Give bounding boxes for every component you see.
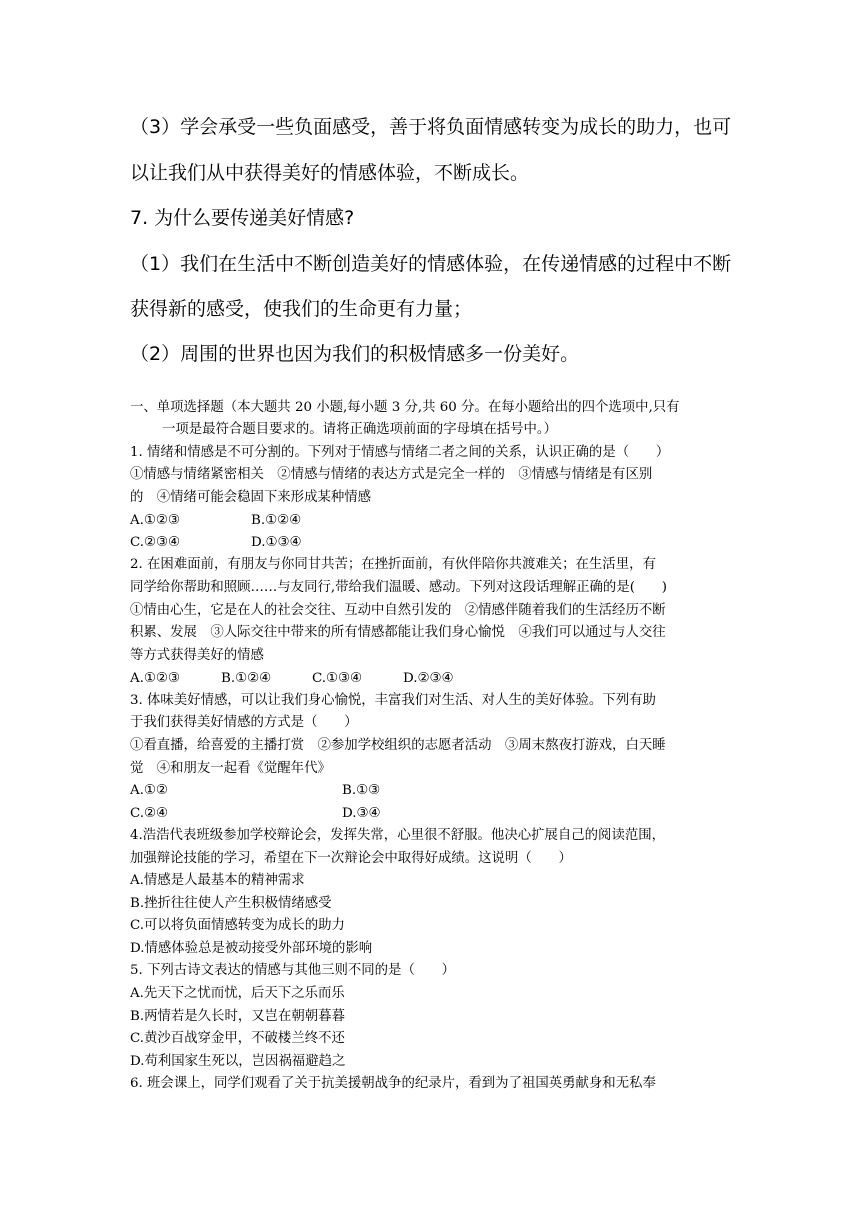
q1-option-a: A.①②③ [130, 513, 180, 528]
q5-stem: 5. 下列古诗文表达的情感与其他三则不同的是（ ） [130, 963, 456, 978]
q2-stem-line2: 同学给你帮助和照顾……与友同行,带给我们温暖、感动。下列对这段话理解正确的是( ) [130, 580, 667, 595]
summary-p3-line2: 以让我们从中获得美好的情感体验，不断成长。 [130, 162, 530, 184]
q2-option-c: C.①③④ [312, 671, 363, 686]
section-header-line2: 一项是最符合题目要求的。请将正确选项前面的字母填在括号中。） [162, 422, 558, 437]
q2-option-a: A.①②③ [130, 671, 180, 686]
q6-stem-line1: 6. 班会课上，同学们观看了关于抗美援朝战争的纪录片，看到为了祖国英勇献身和无私奉 [130, 1076, 656, 1091]
q1-option-d: D.①③④ [251, 535, 302, 550]
q2-option-b: B.①②④ [221, 671, 272, 686]
q2-option-d: D.②③④ [403, 671, 454, 686]
q2-items-line3: 等方式获得美好的情感 [130, 648, 264, 663]
q4-option-d: D.情感体验总是被动接受外部环境的影响 [130, 941, 373, 956]
q3-option-d: D.③④ [342, 806, 381, 821]
summary-q7-answer1-line2: 获得新的感受，使我们的生命更有力量； [130, 298, 473, 320]
q2-items-line1: ①情由心生，它是在人的社会交往、互动中自然引发的 ②情感伴随着我们的生活经历不断 [130, 603, 666, 618]
summary-q7-title: 7. 为什么要传递美好情感? [130, 207, 355, 229]
q4-stem-line2: 加强辩论技能的学习，希望在下一次辩论会中取得好成绩。这说明（ ） [130, 851, 572, 866]
q3-option-a: A.①② [130, 783, 168, 798]
q5-option-b: B.两情若是久长时，又岂在朝朝暮暮 [130, 1009, 345, 1024]
q1-option-b: B.①②④ [251, 513, 302, 528]
summary-p3-line1: （3）学会承受一些负面感受，善于将负面情感转变为成长的助力，也可 [130, 116, 732, 138]
q3-items-line1: ①看直播，给喜爱的主播打赏 ②参加学校组织的志愿者活动 ③周末熬夜打游戏，白天睡 [130, 738, 666, 753]
q2-items-line2: 积累、发展 ③人际交往中带来的所有情感都能让我们身心愉悦 ④我们可以通过与人交往 [130, 625, 666, 640]
q1-option-c: C.②③④ [130, 535, 181, 550]
q5-option-c: C.黄沙百战穿金甲，不破楼兰终不还 [130, 1031, 345, 1046]
summary-q7-answer1-line1: （1）我们在生活中不断创造美好的情感体验，在传递情感的过程中不断 [130, 253, 732, 275]
q1-items-line1: ①情感与情绪紧密相关 ②情感与情绪的表达方式是完全一样的 ③情感与情绪是有区别 [130, 467, 653, 482]
q2-stem-line1: 2. 在困难面前，有朋友与你同甘共苦；在挫折面前，有伙伴陪你共渡难关；在生活里，有 [130, 557, 656, 572]
q1-stem: 1. 情绪和情感是不可分割的。下列对于情感与情绪二者之间的关系，认识正确的是（ ） [130, 445, 670, 460]
q3-option-b: B.①③ [342, 783, 381, 798]
q4-option-c: C.可以将负面情感转变为成长的助力 [130, 918, 345, 933]
q3-items-line2: 觉 ④和朋友一起看《觉醒年代》 [130, 761, 331, 776]
q4-option-a: A.情感是人最基本的精神需求 [130, 873, 305, 888]
q3-stem-line2: 于我们获得美好情感的方式是（ ） [130, 715, 358, 730]
q4-option-b: B.挫折往往使人产生积极情绪感受 [130, 896, 332, 911]
section-header-line1: 一、单项选择题（本大题共 20 小题,每小题 3 分,共 60 分。在每小题给出的四个选项中,只有 [130, 400, 680, 415]
q4-stem-line1: 4.浩浩代表班级参加学校辩论会，发挥失常，心里很不舒服。他决心扩展自己的阅读范围， [130, 828, 666, 843]
q3-option-c: C.②④ [130, 806, 169, 821]
q1-items-line2: 的 ④情绪可能会稳固下来形成某种情感 [130, 490, 372, 505]
q3-stem-line1: 3. 体味美好情感，可以让我们身心愉悦，丰富我们对生活、对人生的美好体验。下列有助 [130, 693, 656, 708]
summary-q7-answer2: （2）周围的世界也因为我们的积极情感多一份美好。 [130, 343, 580, 365]
q5-option-d: D.苟利国家生死以，岂因祸福避趋之 [130, 1054, 346, 1069]
q5-option-a: A.先天下之忧而忧，后天下之乐而乐 [130, 986, 345, 1001]
